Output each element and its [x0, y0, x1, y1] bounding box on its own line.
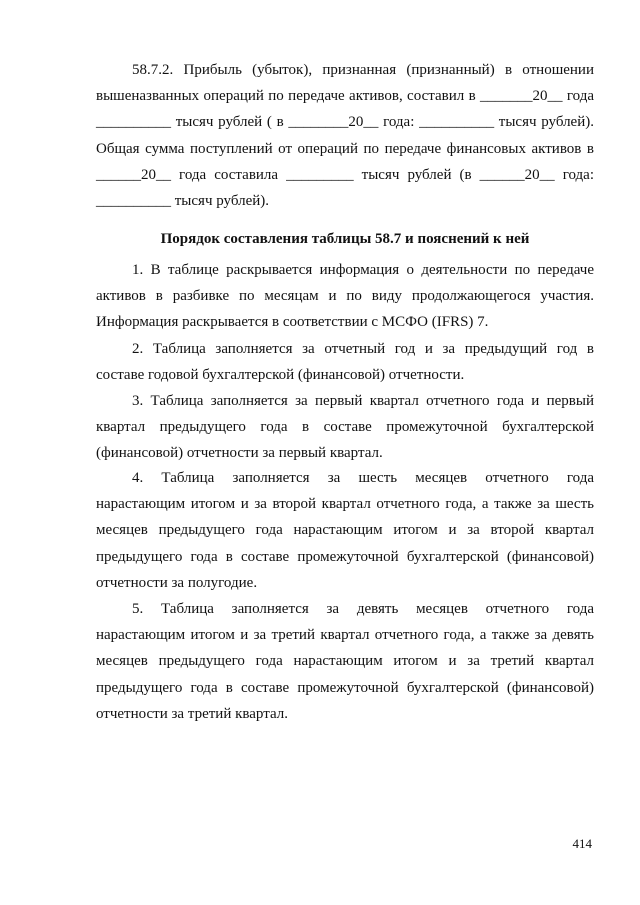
paragraph-line: 1. В таблице раскрывается информация о деятельности по передаче	[132, 262, 594, 278]
paragraph-line: отчетности за третий квартал.	[96, 705, 288, 722]
paragraph-line: нарастающим итогом и за второй квартал отчетного года, а также за шесть	[96, 496, 594, 513]
paragraph-line: __________ тысяч рублей ( в ________20__ года: __________ тысяч рублей).	[96, 114, 594, 131]
intro-paragraph	[96, 57, 594, 214]
paragraph-line: Информация раскрывается в соответствии с МСФО (IFRS) 7.	[96, 314, 489, 331]
paragraph-line: составе годовой бухгалтерской (финансовой) отчетности.	[96, 367, 465, 384]
paragraph-line: __________ тысяч рублей).	[96, 192, 270, 209]
item-1	[96, 257, 594, 336]
paragraph-line: 58.7.2. Прибыль (убыток), признанная (признанный) в отношении	[132, 62, 594, 78]
paragraph-line: 2. Таблица заполняется за отчетный год и за предыдущий год в	[132, 341, 594, 357]
page-number: 414	[572, 836, 592, 851]
item-3	[96, 388, 594, 467]
paragraph-line: месяцев предыдущего года нарастающим итогом и за второй квартал	[96, 522, 594, 539]
paragraph-line: 5. Таблица заполняется за девять месяцев отчетного года	[132, 601, 594, 617]
paragraph-line: предыдущего года в составе промежуточной бухгалтерской (финансовой)	[96, 679, 594, 696]
section-title: Порядок составления таблицы 58.7 и пояснений к ней	[160, 231, 530, 247]
paragraph-line: (финансовой) отчетности за первый квартал.	[96, 445, 383, 462]
paragraph-line: предыдущего года в составе промежуточной бухгалтерской (финансовой)	[96, 548, 594, 565]
item-4	[96, 465, 594, 596]
paragraph-line: отчетности за полугодие.	[96, 574, 258, 591]
item-5	[96, 596, 594, 727]
paragraph-line: 3. Таблица заполняется за первый квартал отчетного года и первый	[132, 393, 594, 409]
paragraph-line: нарастающим итогом и за третий квартал отчетного года, а также за девять	[96, 627, 594, 644]
paragraph-line: месяцев предыдущего года нарастающим итогом и за третий квартал	[96, 653, 594, 670]
item-2	[96, 336, 594, 388]
paragraph-line: квартал предыдущего года в составе промежуточной бухгалтерской	[96, 419, 594, 436]
paragraph-line: ______20__ года составила _________ тысяч рублей (в ______20__ года:	[96, 166, 594, 183]
paragraph-line: вышеназванных операций по передаче активов, составил в _______20__ года	[96, 88, 594, 105]
paragraph-line: 4. Таблица заполняется за шесть месяцев отчетного года	[132, 470, 594, 486]
paragraph-line: активов в разбивке по месяцам и по виду продолжающегося участия.	[96, 288, 594, 305]
paragraph-line: Общая сумма поступлений от операций по передаче финансовых активов в	[96, 140, 594, 157]
